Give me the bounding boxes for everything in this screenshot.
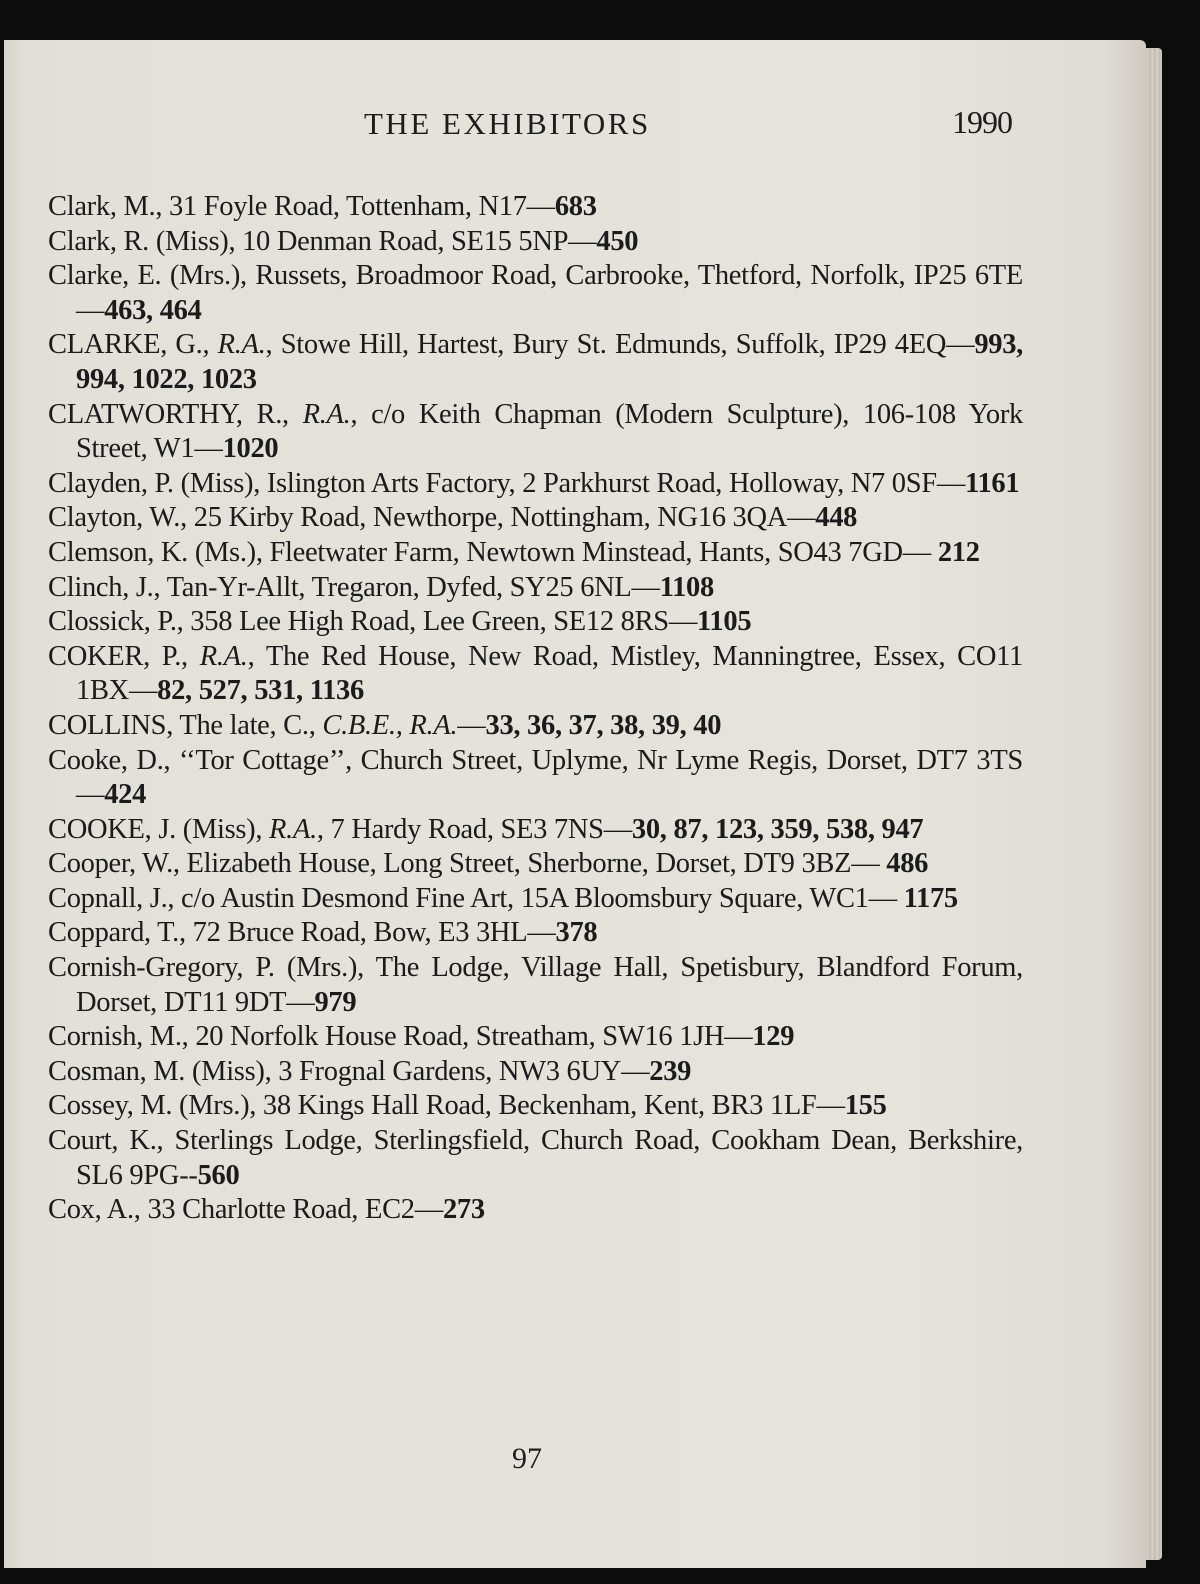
exhibitor-entry: Clayton, W., 25 Kirby Road, Newthorpe, Nottingham, NG16 3QA—448: [48, 502, 858, 534]
exhibit-numbers: 560: [197, 1159, 240, 1191]
academic-title: C.B.E., R.A.: [322, 709, 458, 741]
exhibitor-entry: Clark, R. (Miss), 10 Denman Road, SE15 5NP—450: [48, 225, 639, 257]
exhibitor-entry: Cornish, M., 20 Norfolk House Road, Streatham, SW16 1JH—129: [48, 1021, 795, 1053]
exhibit-numbers: 424: [104, 779, 147, 811]
exhibitor-entry: Cooke, D., ‘‘Tor Cottage’’, Church Street, Uplyme, Nr Lyme Regis, Dorset, DT7 3TS—424: [48, 744, 1023, 811]
exhibit-numbers: 129: [752, 1021, 795, 1053]
exhibit-numbers: 212: [937, 536, 980, 568]
exhibit-numbers: 683: [554, 191, 597, 222]
page-number: 97: [512, 1442, 542, 1475]
exhibit-numbers: 82, 527, 531, 1136: [157, 675, 364, 707]
exhibitor-entry: Clossick, P., 358 Lee High Road, Lee Green, SE12 8RS—1105: [48, 606, 752, 638]
exhibitor-entry: Cox, A., 33 Charlotte Road, EC2—273: [48, 1194, 485, 1226]
exhibitor-entry: CLARKE, G., R.A., Stowe Hill, Hartest, Bury St. Edmunds, Suffolk, IP29 4EQ—993, 994, 1022, 1023: [48, 329, 1023, 395]
exhibit-numbers: 273: [442, 1194, 485, 1226]
running-head-title: THE EXHIBITORS: [364, 106, 651, 141]
exhibit-numbers: 1108: [659, 571, 714, 603]
page-stack-edge: [1146, 48, 1162, 1560]
exhibitor-entry: Copnall, J., c/o Austin Desmond Fine Art, 15A Bloomsbury Square, WC1— 1175: [48, 882, 958, 914]
exhibitor-entry: Clarke, E. (Mrs.), Russets, Broadmoor Road, Carbrooke, Thetford, Norfolk, IP25 6TE—463, 464: [48, 260, 1023, 326]
exhibitor-entry: Clinch, J., Tan-Yr-Allt, Tregaron, Dyfed, SY25 6NL—1108: [48, 571, 714, 603]
exhibit-numbers: 448: [815, 502, 858, 534]
exhibitor-entry: Cornish-Gregory, P. (Mrs.), The Lodge, Village Hall, Spetisbury, Blandford Forum, Dorset, DT11 9DT—979: [48, 952, 1023, 1018]
exhibitor-entry: CLATWORTHY, R., R.A., c/o Keith Chapman (Modern Sculpture), 106-108 York Street, W1—1020: [48, 398, 1023, 465]
exhibitor-list: [48, 190, 1023, 1228]
exhibit-numbers: 30, 87, 123, 359, 538, 947: [631, 813, 924, 845]
exhibitor-entry: Court, K., Sterlings Lodge, Sterlingsfield, Church Road, Cookham Dean, Berkshire, SL6 9PG--560: [48, 1125, 1023, 1191]
exhibitor-entry: COOKE, J. (Miss), R.A., 7 Hardy Road, SE3 7NS—30, 87, 123, 359, 538, 947: [48, 813, 924, 845]
academic-title: R.A.: [269, 813, 317, 845]
running-head-year: 1990: [952, 104, 1012, 140]
exhibitor-entry: Cossey, M. (Mrs.), 38 Kings Hall Road, Beckenham, Kent, BR3 1LF—155: [48, 1090, 887, 1122]
exhibit-numbers: 979: [314, 986, 357, 1018]
exhibit-numbers: 450: [596, 225, 639, 257]
exhibit-numbers: 378: [555, 917, 598, 949]
exhibit-numbers: 1161: [965, 467, 1020, 499]
exhibitor-entry: Coppard, T., 72 Bruce Road, Bow, E3 3HL—378: [48, 917, 598, 949]
exhibit-numbers: 155: [844, 1090, 887, 1122]
exhibit-numbers: 463, 464: [104, 294, 202, 326]
exhibitor-entry: Clemson, K. (Ms.), Fleetwater Farm, Newtown Minstead, Hants, SO43 7GD— 212: [48, 536, 980, 568]
exhibit-numbers: 239: [649, 1055, 692, 1087]
academic-title: R.A.: [199, 640, 248, 672]
exhibitor-entry: COLLINS, The late, C., C.B.E., R.A.—33, 36, 37, 38, 39, 40: [48, 709, 722, 741]
exhibitor-entry: Cooper, W., Elizabeth House, Long Street, Sherborne, Dorset, DT9 3BZ— 486: [48, 848, 929, 880]
exhibit-numbers: 486: [886, 848, 929, 880]
exhibit-numbers: 1020: [222, 433, 279, 465]
exhibit-numbers: 1175: [903, 882, 958, 914]
academic-title: R.A.: [302, 398, 351, 430]
academic-title: R.A.: [217, 329, 266, 361]
exhibit-numbers: 33, 36, 37, 38, 39, 40: [485, 709, 722, 741]
exhibit-numbers: 993, 994, 1022, 1023: [76, 329, 1023, 395]
exhibitor-entry: Clayden, P. (Miss), Islington Arts Factory, 2 Parkhurst Road, Holloway, N7 0SF—1161: [48, 467, 1020, 499]
exhibitor-entry: COKER, P., R.A., The Red House, New Road, Mistley, Manningtree, Essex, CO11 1BX—82, 527, 531, 1136: [48, 640, 1024, 707]
exhibitor-entry: Clark, M., 31 Foyle Road, Tottenham, N17—683: [48, 191, 597, 222]
exhibitor-entry: Cosman, M. (Miss), 3 Frognal Gardens, NW3 6UY—239: [48, 1055, 692, 1087]
exhibit-numbers: 1105: [697, 606, 752, 638]
